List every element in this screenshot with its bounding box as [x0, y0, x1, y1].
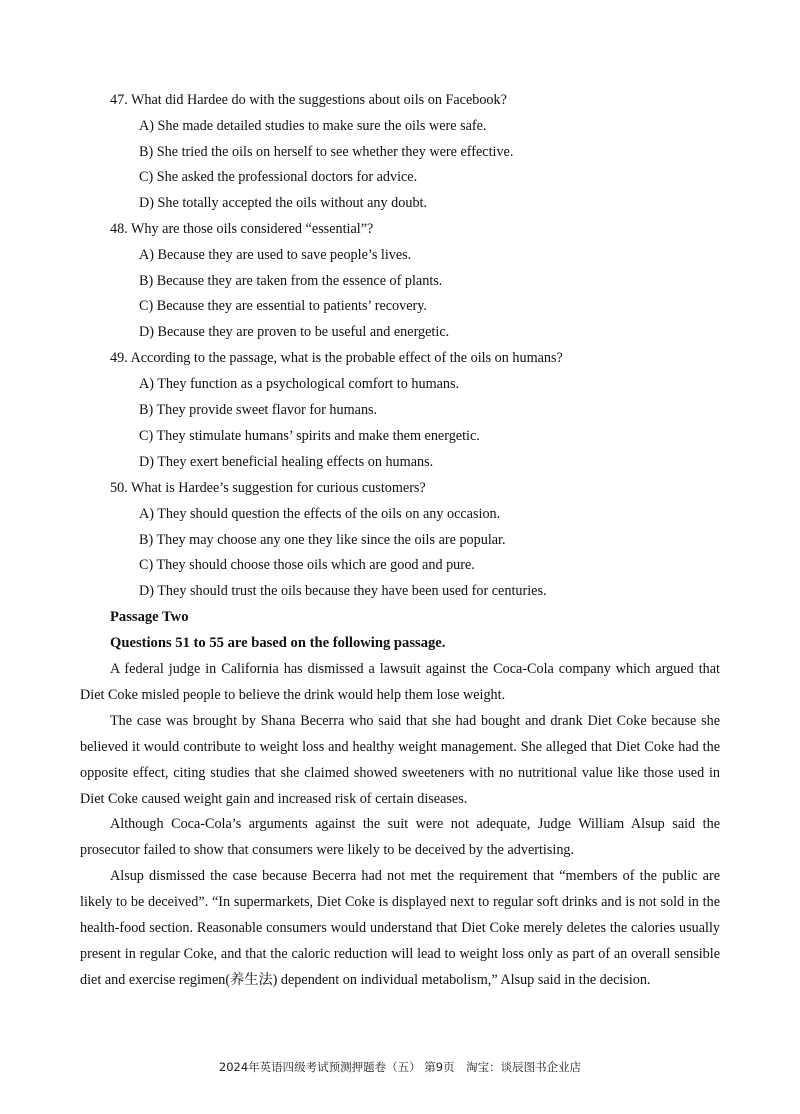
question-47-option-b: B) She tried the oils on herself to see whether they were effective.	[139, 144, 514, 160]
question-47-option-a: A) She made detailed studies to make sure the oils were safe.	[139, 118, 487, 134]
question-49-option-c: C) They stimulate humans’ spirits and make them energetic.	[139, 428, 480, 444]
question-50-option-c: C) They should choose those oils which are good and pure.	[139, 557, 475, 573]
question-49-option-b: B) They provide sweet flavor for humans.	[139, 402, 378, 418]
question-48-option-c: C) Because they are essential to patients’ recovery.	[139, 298, 427, 314]
passage-instruction: Questions 51 to 55 are based on the following passage.	[110, 635, 446, 651]
question-48-option-a: A) Because they are used to save people’s lives.	[139, 247, 412, 263]
passage-paragraph-2: The case was brought by Shana Becerra who said that she had bought and drank Diet Coke because she believed it would contribute to weight loss and healthy weight management. She alleged that Diet Coke had the opposite effect, citing studies that she claimed showed sweeteners with no nutritional value like those used in Diet Coke caused weight gain and increased risk of certain diseases.	[80, 713, 720, 807]
question-50-option-d: D) They should trust the oils because they have been used for centuries.	[139, 583, 547, 599]
passage-paragraph-1: A federal judge in California has dismissed a lawsuit against the Coca-Cola company which argued that Diet Coke misled people to believe the drink would help them lose weight.	[80, 661, 720, 703]
question-48-option-b: B) Because they are taken from the essence of plants.	[139, 273, 443, 289]
page-footer: 2024年英语四级考试预测押题卷（五） 第9页 淘宝：谈辰图书企业店	[218, 1060, 582, 1074]
question-50-option-a: A) They should question the effects of the oils on any occasion.	[139, 506, 501, 522]
question-47-option-d: D) She totally accepted the oils without any doubt.	[139, 195, 428, 211]
question-50-option-b: B) They may choose any one they like since the oils are popular.	[139, 532, 506, 548]
question-49-stem: 49. According to the passage, what is the probable effect of the oils on humans?	[110, 350, 563, 366]
passage-title: Passage Two	[110, 609, 189, 625]
question-47-stem: 47. What did Hardee do with the suggestions about oils on Facebook?	[110, 92, 507, 108]
question-49-option-d: D) They exert beneficial healing effects on humans.	[139, 454, 434, 470]
question-50-stem: 50. What is Hardee’s suggestion for curious customers?	[110, 480, 426, 496]
question-48-option-d: D) Because they are proven to be useful and energetic.	[139, 324, 450, 340]
passage-paragraph-3: Although Coca-Cola’s arguments against the suit were not adequate, Judge William Alsup said the prosecutor failed to show that consumers were likely to be deceived by the advertising.	[80, 816, 720, 858]
passage-paragraph-4: Alsup dismissed the case because Becerra had not met the requirement that “members of the public are likely to be deceived”. “In supermarkets, Diet Coke is displayed next to regular soft drinks and is not sold in the health-food section. Reasonable consumers would understand that Diet Coke merely deletes the calories usually present in regular Coke, and that the caloric reduction will lead to weight loss only as part of an overall sensible diet and exercise regimen(养生法) dependent on individual metabolism,” Alsup said in the decision.	[80, 868, 720, 988]
question-48-stem: 48. Why are those oils considered “essential”?	[110, 221, 374, 237]
question-47-option-c: C) She asked the professional doctors for advice.	[139, 169, 418, 185]
question-49-option-a: A) They function as a psychological comfort to humans.	[139, 376, 460, 392]
